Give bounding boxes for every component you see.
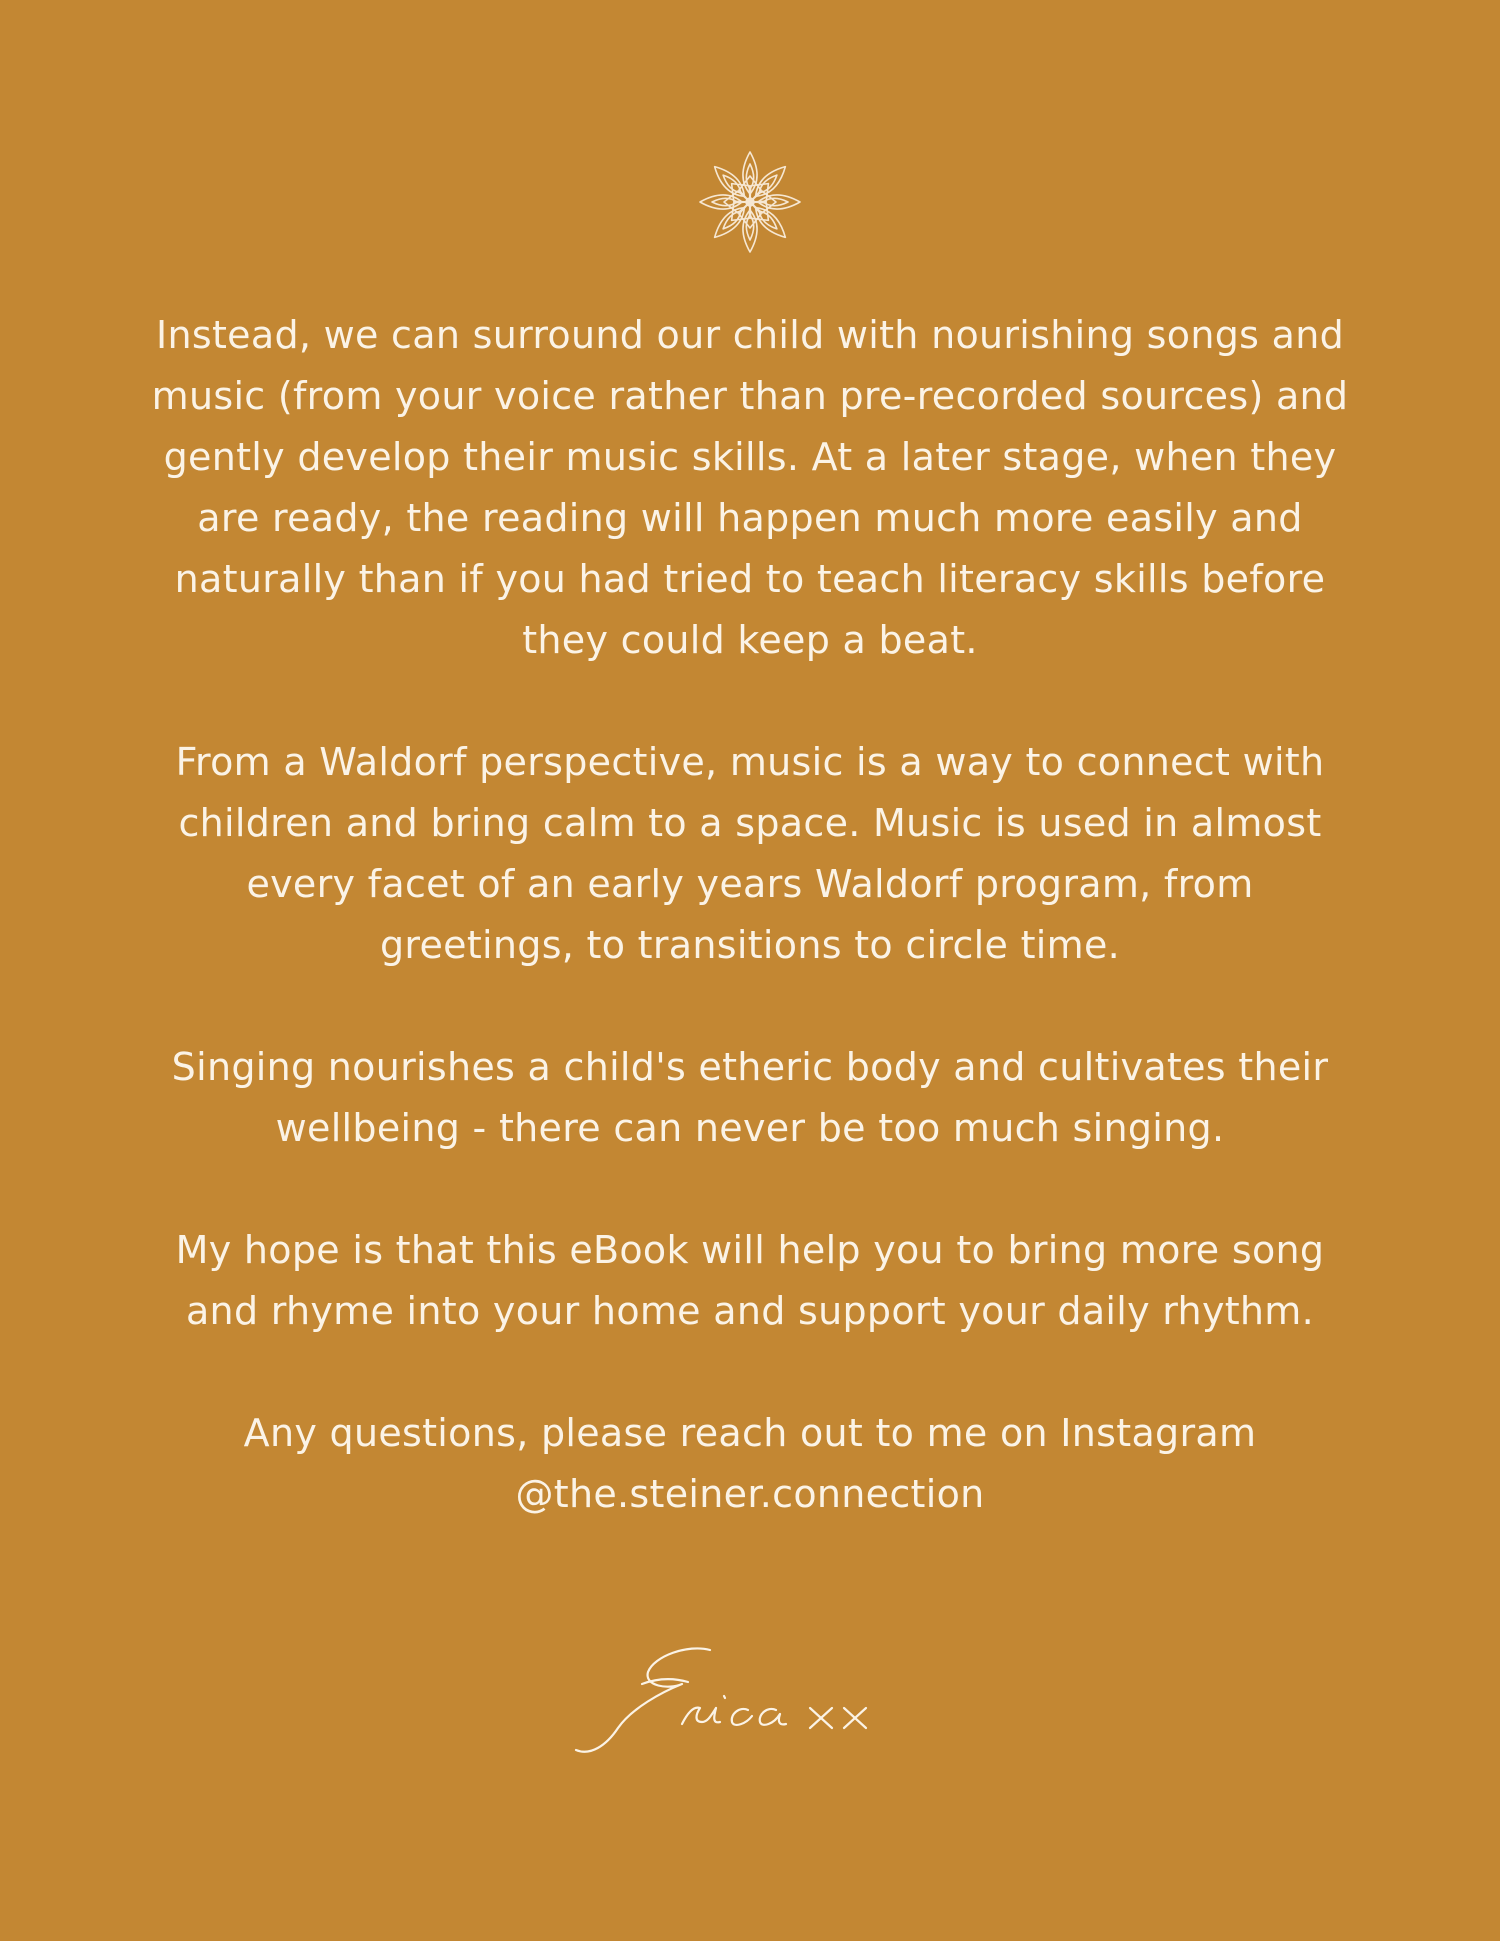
eight-point-star-flower-icon — [696, 148, 804, 256]
paragraph-instagram-contact: Any questions, please reach out to me on Instagram @the.steiner.connection — [243, 1411, 1257, 1516]
paragraph-ebook-hope: My hope is that this eBook will help you to bring more song and rhyme into your home and support your daily rhythm. — [175, 1228, 1325, 1333]
paragraph-singing-nourishes: Singing nourishes a child's etheric body and cultivates their wellbeing - there can never be too much singing. — [171, 1045, 1329, 1150]
paragraph-waldorf-perspective: From a Waldorf perspective, music is a way to connect with children and bring calm to a space. Music is used in almost every facet of an early years Waldorf program, from greetings, to transitions to circle time. — [175, 740, 1325, 967]
paragraph-songs-and-music: Instead, we can surround our child with nourishing songs and music (from your voice rather than pre-recorded sources) and gently develop their music skills. At a later stage, when they are ready, the reading will happen much more easily and naturally than if you had tried to teach literacy skills before they could keep a beat. — [151, 313, 1349, 662]
letter-body — [150, 305, 1350, 1525]
handwritten-signature — [570, 1628, 930, 1768]
